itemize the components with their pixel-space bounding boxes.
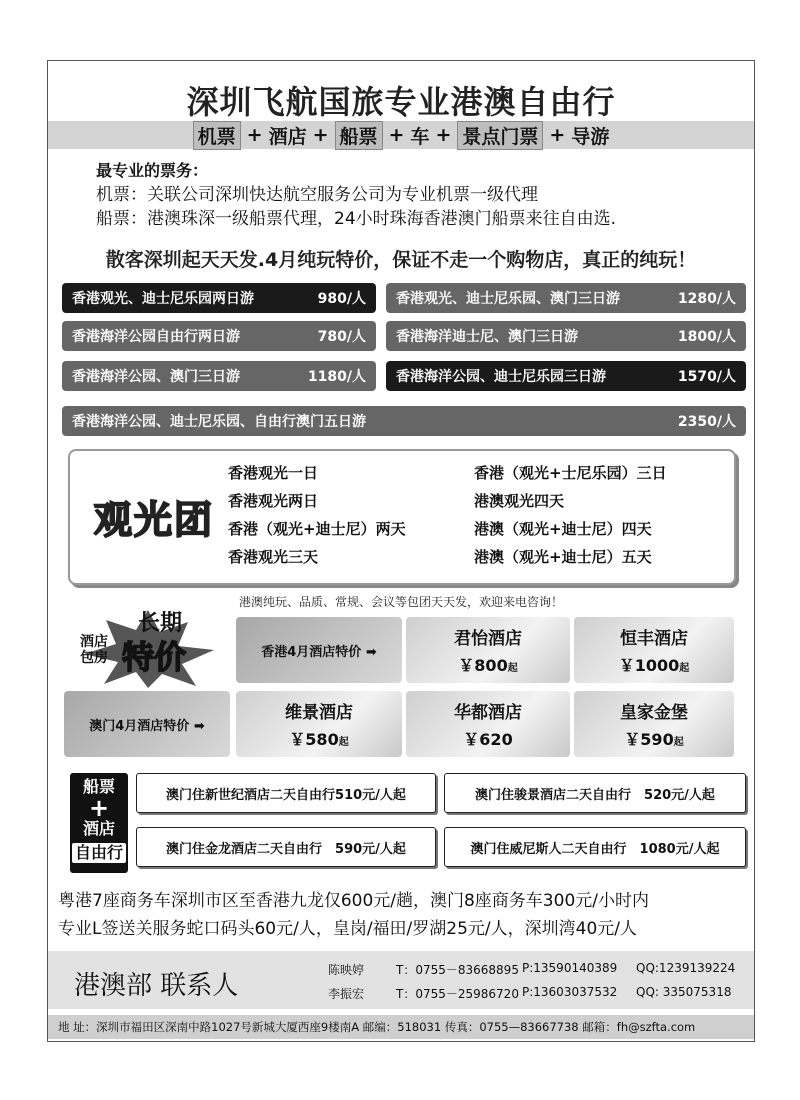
contact-tel: T：0755－83668895 [396, 963, 519, 977]
tour-name: 香港海洋公园、澳门三日游 [72, 369, 240, 385]
hotel-card [574, 691, 734, 757]
group-tour-note: 港澳纯玩、品质、常规、会议等包团天天发，欢迎来电咨询！ [238, 595, 563, 609]
group-tour-item: 港澳（观光+迪士尼）五天 [474, 548, 652, 566]
plus-icon: + [435, 124, 452, 146]
tour-price: 1180/人 [307, 369, 366, 385]
tour-price: 1280/人 [677, 291, 736, 307]
tour-price: 1570/人 [677, 369, 736, 385]
tour-price: 1800/人 [677, 329, 736, 345]
hotel-price: ￥580起 [289, 730, 349, 749]
tour-name: 香港海洋公园、迪士尼乐园、自由行澳门五日游 [72, 414, 366, 430]
hotel-price: ￥590起 [624, 730, 684, 749]
group-tour-item: 香港观光一日 [228, 464, 319, 482]
car-service-info [58, 887, 649, 943]
contact-name: 李振宏 [328, 987, 365, 1001]
hotel-name: 君怡酒店 [454, 629, 522, 649]
macau-package: 澳门住威尼斯人二天自由行 1080元/人起 [444, 827, 746, 867]
plus-icon: + [388, 124, 405, 146]
tour-name: 香港海洋公园、迪士尼乐园三日游 [396, 369, 606, 385]
contact-qq: QQ:1239139224 [636, 961, 736, 975]
hotel-price: ￥800起 [458, 656, 518, 675]
group-tour-item: 港澳观光四天 [474, 492, 565, 510]
contact-row [328, 985, 731, 1002]
contact-row [328, 961, 735, 978]
hotel-price: ￥1000起 [618, 656, 690, 675]
tour-name: 香港海洋迪士尼、澳门三日游 [396, 329, 578, 345]
tour-row [386, 321, 746, 351]
group-tour-box [68, 449, 736, 585]
tour-price: 780/人 [317, 329, 366, 345]
plus-icon: + [88, 794, 110, 822]
ticketing-intro [96, 159, 616, 231]
hotel-name: 维景酒店 [285, 703, 353, 723]
ferry-hotel-badge [70, 773, 128, 873]
tour-row [386, 361, 746, 391]
group-tour-item: 香港观光三天 [228, 548, 319, 566]
hotel-card [236, 691, 402, 757]
group-tour-item: 香港观光两日 [228, 492, 319, 510]
tour-row [62, 321, 376, 351]
contact-tel: T：0755－25986720 [396, 987, 519, 1001]
contact-phone: P:13590140389 [522, 961, 618, 975]
contact-qq: QQ: 335075318 [636, 985, 732, 999]
group-tour-left-list [228, 459, 406, 571]
department-label: 港澳部 联系人 [74, 971, 239, 1001]
macau-package: 澳门住新世纪酒店二天自由行510元/人起 [136, 773, 436, 813]
service-item: 船票 [335, 121, 383, 150]
badge-line: 酒店 [82, 819, 115, 838]
hotel-card [406, 691, 570, 757]
tour-row [62, 283, 376, 313]
hotel-rooms-label: 酒店 包房 [80, 634, 108, 666]
intro-heading: 最专业的票务： [96, 161, 209, 180]
macau-hotel-promo: 澳门4月酒店特价 ➡ [64, 691, 230, 757]
group-tour-item: 香港（观光+士尼乐园）三日 [474, 464, 667, 482]
tour-name: 香港观光、迪士尼乐园、澳门三日游 [396, 291, 620, 307]
page-title: 深圳飞航国旅专业港澳自由行 [186, 83, 616, 121]
service-item: 车 [410, 125, 430, 148]
plus-icon: + [246, 124, 263, 146]
car-line: 粤港7座商务车深圳市区至香港九龙仅600元/趟，澳门8座商务车300元/小时内 [58, 891, 649, 911]
service-item: 导游 [571, 125, 610, 148]
tour-row [62, 361, 376, 391]
service-item: 酒店 [268, 125, 307, 148]
hotel-name: 皇家金堡 [620, 703, 688, 723]
service-item: 景点门票 [457, 121, 543, 150]
badge-line: 自由行 [72, 843, 126, 863]
plus-icon: + [549, 124, 566, 146]
intro-line: 机票：关联公司深圳快达航空服务公司为专业机票一级代理 [96, 185, 538, 205]
special-price-label: 特价 [122, 638, 187, 676]
macau-package: 澳门住金龙酒店二天自由行 590元/人起 [136, 827, 436, 867]
group-tour-right-list [474, 459, 667, 571]
group-tour-item: 港澳（观光+迪士尼）四天 [474, 520, 652, 538]
hotel-name: 恒丰酒店 [620, 629, 688, 649]
contact-name: 陈映婷 [328, 963, 365, 977]
flyer-page [47, 60, 755, 1042]
slogan: 散客深圳起天天发.4月纯玩特价，保证不走一个购物店，真正的纯玩！ [105, 249, 697, 271]
contact-section [48, 951, 754, 1009]
tour-row [386, 283, 746, 313]
tour-name: 香港观光、迪士尼乐园两日游 [72, 291, 254, 307]
hk-hotel-promo: 香港4月酒店特价 ➡ [236, 617, 402, 683]
group-tour-logo: 观光团 [94, 498, 215, 542]
address-bar: 地 址：深圳市福田区深南中路1027号新城大厦西座9楼南A 邮编：518031 传真：0755—83667738 邮箱：fh@szfta.com [48, 1015, 754, 1039]
intro-line: 船票：港澳珠深一级船票代理，24小时珠海香港澳门船票来往自由选. [96, 209, 617, 229]
hotel-card [406, 617, 570, 683]
tour-name: 香港海洋公园自由行两日游 [72, 329, 240, 345]
plus-icon: + [312, 124, 329, 146]
service-item: 机票 [193, 121, 241, 150]
badge-line: 船票 [82, 777, 115, 796]
car-line: 专业L签送关服务蛇口码头60元/人，皇岗/福田/罗湖25元/人，深圳湾40元/人 [58, 919, 638, 939]
hotel-special-burst [78, 606, 218, 688]
contact-phone: P:13603037532 [522, 985, 618, 999]
tour-price: 980/人 [317, 291, 366, 307]
services-bar [48, 121, 754, 149]
tour-row [62, 406, 746, 436]
long-term-label: 长期 [138, 611, 183, 636]
hotel-card [574, 617, 734, 683]
macau-package: 澳门住骏景酒店二天自由行 520元/人起 [444, 773, 746, 813]
group-tour-item: 香港（观光+迪士尼）两天 [228, 520, 406, 538]
hotel-name: 华都酒店 [454, 703, 522, 723]
hotel-price: ￥620 [463, 730, 513, 749]
tour-price: 2350/人 [677, 414, 736, 430]
